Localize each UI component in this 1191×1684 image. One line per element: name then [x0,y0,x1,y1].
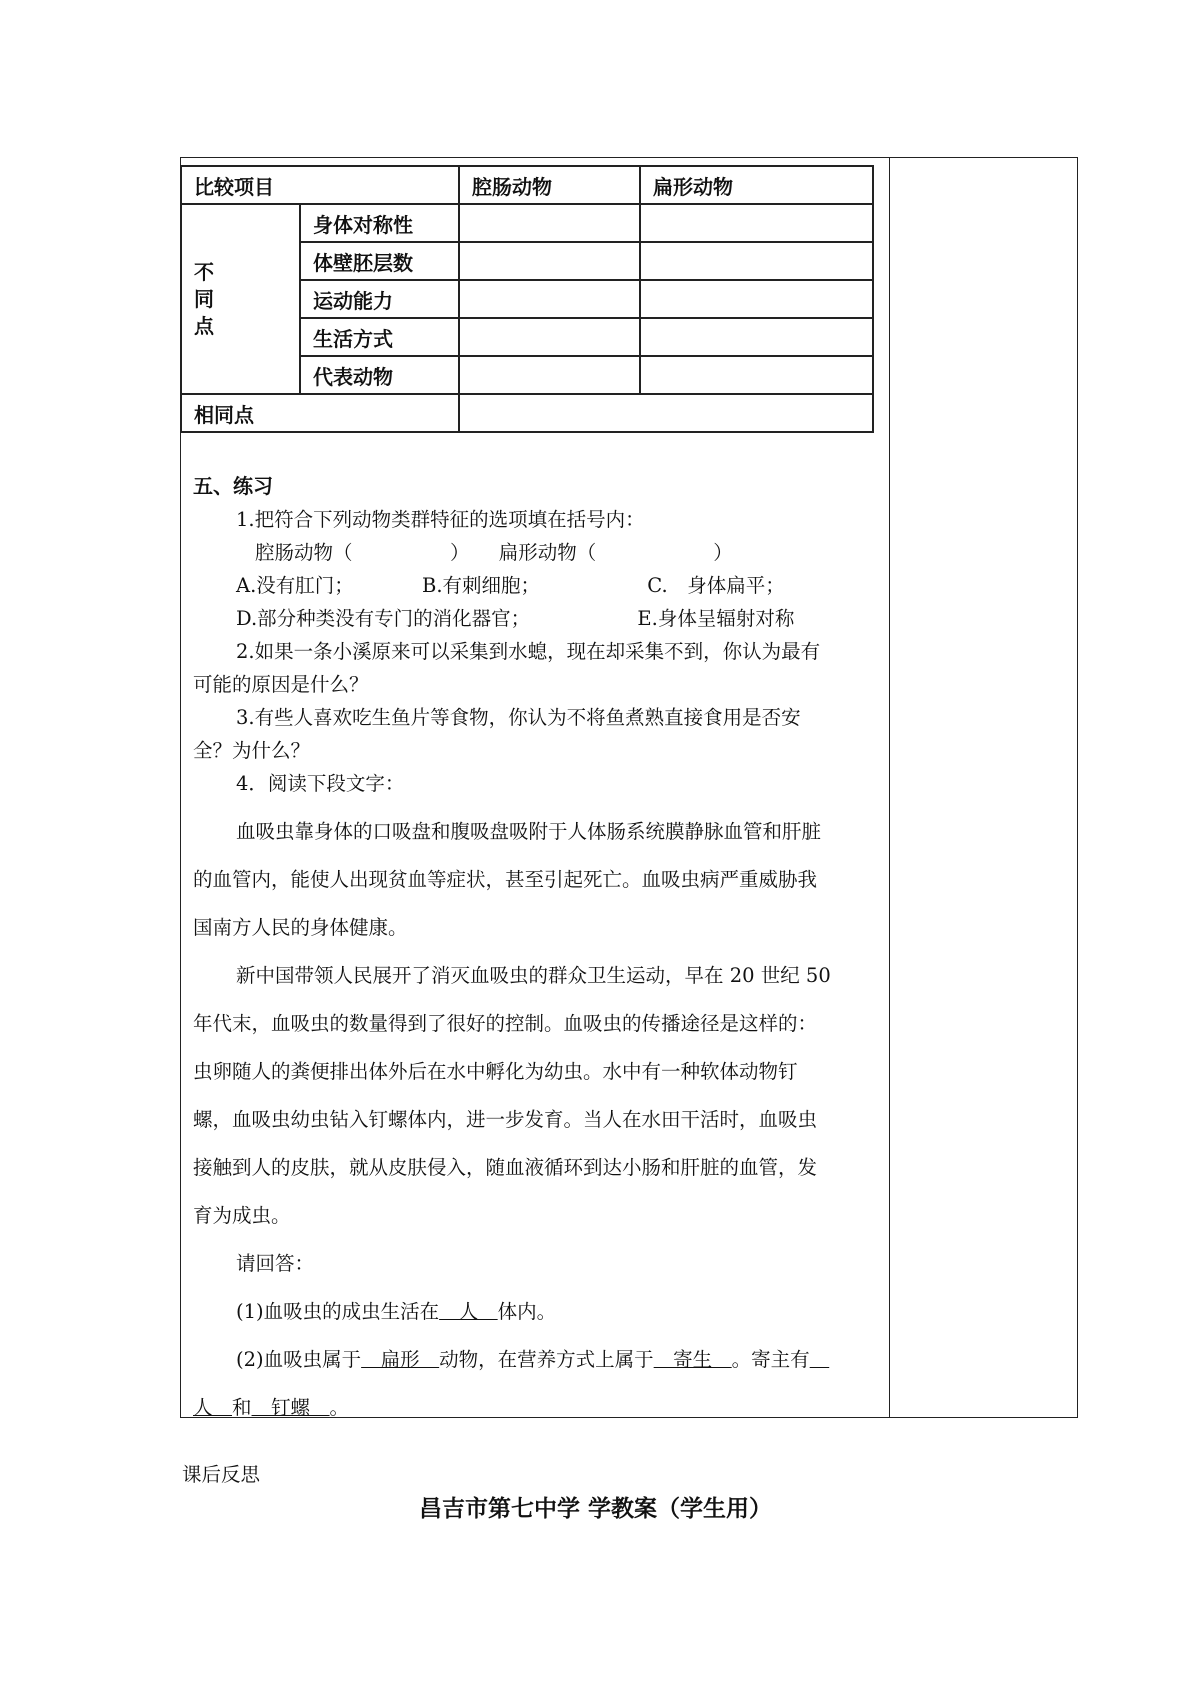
question-2: 2.如果一条小溪原来可以采集到水螅，现在却采集不到，你认为最有 [236,640,821,663]
passage-line: 接触到人的皮肤，就从皮肤侵入，随血液循环到达小肠和肝脏的血管，发 [193,1156,818,1179]
answer-blank: 人 [439,1300,498,1323]
passage-line: 的血管内，能使人出现贫血等症状，甚至引起死亡。血吸虫病严重威胁我 [193,868,818,891]
table-cell [459,318,640,356]
table-cell [459,356,640,394]
passage-line: 育为成虫。 [193,1204,291,1227]
differences-text: 不 同 点 [194,259,214,338]
answer-blank: 人 [193,1396,233,1419]
answer-1 [193,1288,878,1336]
header-cnidaria: 腔肠动物 [459,166,640,204]
answer-2-cont [193,1384,878,1432]
notes-column-divider [889,157,890,1418]
answer-text: (2)血吸虫属于 [236,1348,362,1371]
header-flatworm: 扁形动物 [640,166,873,204]
answer-text: 。 [329,1396,350,1419]
row-label: 运动能力 [300,280,459,318]
answer-prompt: 请回答： [236,1252,315,1275]
answer-text: (1)血吸虫的成虫生活在 [236,1300,440,1323]
row-label: 生活方式 [300,318,459,356]
question-3: 3.有些人喜欢吃生鱼片等食物，你认为不将鱼煮熟直接食用是否安 [236,706,801,729]
same-points-label: 相同点 [181,394,459,432]
row-label: 身体对称性 [300,204,459,242]
table-cell [640,242,873,280]
table-cell [640,356,873,394]
table-cell [640,318,873,356]
table-cell [640,280,873,318]
answer-text: 和 [232,1396,252,1419]
table-cell [459,242,640,280]
table-row [181,394,873,432]
question-1-options-b: D.部分种类没有专门的消化器官； E.身体呈辐射对称 [236,607,795,630]
section-title: 五、练习 [193,474,273,498]
answer-blank: 扁形 [361,1348,440,1371]
passage-line: 螺，血吸虫幼虫钻入钉螺体内，进一步发育。当人在水田干活时，血吸虫 [193,1108,818,1131]
question-1-blanks: 腔肠动物（ ） 扁形动物（ ） [255,541,733,564]
table-row [181,204,873,242]
exercise-section [193,470,878,1432]
passage-line: 新中国带领人民展开了消灭血吸虫的群众卫生运动，早在 20 世纪 50 [236,964,831,987]
row-label: 体壁胚层数 [300,242,459,280]
passage-line: 年代末，血吸虫的数量得到了很好的控制。血吸虫的传播途径是这样的： [193,1012,818,1035]
answer-blank: 寄生 [653,1348,732,1371]
passage-line: 国南方人民的身体健康。 [193,916,408,939]
comparison-table [180,165,874,433]
question-1: 1.把符合下列动物类群特征的选项填在括号内： [236,508,645,531]
question-3-cont: 全？为什么？ [193,739,311,762]
answer-text: 动物，在营养方式上属于 [439,1348,654,1371]
differences-label [181,204,300,394]
table-cell [459,394,873,432]
answer-blank [810,1348,830,1371]
answer-blank: 钉螺 [251,1396,330,1419]
answer-2 [193,1336,878,1384]
question-1-options-a: A.没有肛门； B.有刺细胞； C. 身体扁平； [236,574,785,597]
answer-text: 体内。 [497,1300,557,1323]
row-label: 代表动物 [300,356,459,394]
school-heading: 昌吉市第七中学 学教案（学生用） [418,1496,772,1522]
question-2-cont: 可能的原因是什么？ [193,673,369,696]
table-cell [459,280,640,318]
after-class-reflection: 课后反思 [182,1463,261,1486]
table-header-row [181,166,873,204]
passage-line: 血吸虫靠身体的口吸盘和腹吸盘吸附于人体肠系统膜静脉血管和肝脏 [236,820,822,843]
header-compare-item: 比较项目 [181,166,459,204]
reading-passage [193,808,878,1432]
question-4: 4．阅读下段文字： [236,772,405,795]
passage-line: 虫卵随人的粪便排出体外后在水中孵化为幼虫。水中有一种软体动物钉 [193,1060,798,1083]
table-cell [640,204,873,242]
answer-text: 。寄主有 [731,1348,810,1371]
table-cell [459,204,640,242]
